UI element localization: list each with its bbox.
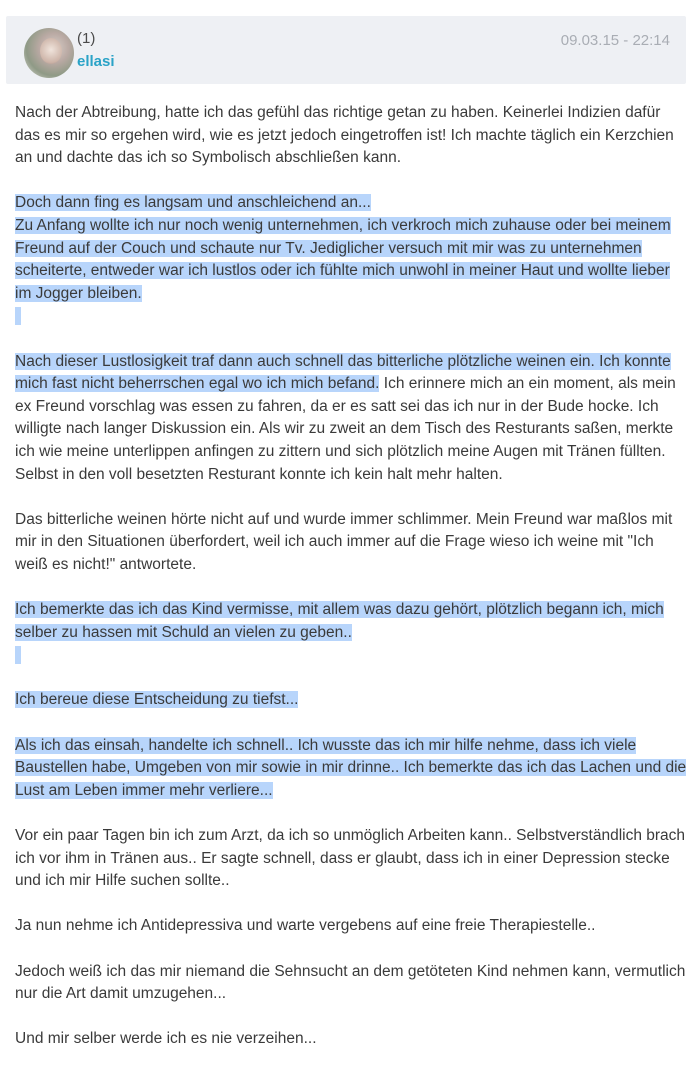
selection-gap <box>15 646 21 664</box>
paragraph: Ja nun nehme ich Antidepressiva und warte vergebens auf eine freie Therapiestelle.. <box>15 917 596 935</box>
paragraph-text: Ich erinnere mich an ein moment, als mein ex Freund vorschlag was essen zu fahren, da er es satt sei das ich nur in der Bude hocke. Ich willigte nach langer Diskussion ein. Als wir zu zweit an dem Tisch des Resturants saßen, merkte ich wie meine unterlippen anfingen zu zittern und sich plötzlich meine Augen mit Tränen füllten. Selbst in den voll besetzten Resturant konnte ich kein halt mehr halten. <box>15 375 676 483</box>
avatar-image <box>40 38 62 64</box>
post-count: (1) <box>77 30 96 47</box>
selected-text: Als ich das einsah, handelte ich schnell.. Ich wusste das ich mir hilfe nehme, dass ich viele Baustellen habe, Umgeben von mir sowie in mir drinne.. Ich bemerkte das ich das Lachen und die Lust am Leben immer mehr verliere... <box>15 736 687 799</box>
selection-gap <box>15 307 21 325</box>
author-name[interactable]: ellasi <box>77 53 115 70</box>
avatar[interactable] <box>24 28 74 78</box>
selected-text: Doch dann fing es langsam und anschleichend an... <box>15 194 371 212</box>
paragraph: Das bitterliche weinen hörte nicht auf und wurde immer schlimmer. Mein Freund war maßlos mit mir in den Situationen überfordert, weil ich auch immer auf die Frage wieso ich weine mit "Ich weiß es nicht!" antwortete. <box>15 510 673 573</box>
selected-text: Ich bemerkte das ich das Kind vermisse, mit allem was dazu gehört, plötzlich begann ich, mich selber zu hassen mit Schuld an vielen zu geben.. <box>15 601 664 641</box>
paragraph: Vor ein paar Tagen bin ich zum Arzt, da ich so unmöglich Arbeiten kann.. Selbstverständlich brach ich vor ihm in Tränen aus.. Er sagte schnell, dass er glaubt, dass ich in einer Depression stecke und ich mir Hilfe suchen sollte.. <box>15 827 686 890</box>
paragraph-selected <box>15 599 687 667</box>
selected-text: Zu Anfang wollte ich nur noch wenig unternehmen, ich verkroch mich zuhause oder bei meinem Freund auf der Couch und schaute nur Tv. Jediglicher versuch mit mir was zu unternehmen scheiterte, entweder war ich lustlos oder ich fühlte mich unwohl in meiner Haut und wollte lieber im Jogger bleiben. <box>15 216 671 302</box>
paragraph-selected <box>15 689 687 712</box>
post-timestamp: 09.03.15 - 22:14 <box>560 32 670 49</box>
selected-text: Ich bereue diese Entscheidung zu tiefst... <box>15 691 299 709</box>
paragraph: Nach der Abtreibung, hatte ich das gefühl das richtige getan zu haben. Keinerlei Indizien dafür das es mir so ergehen wird, wie es jetzt jedoch eingetroffen ist! Ich machte täglich ein Kerzchien an und dachte das ich so Symbolisch abschließen kann. <box>15 104 674 167</box>
paragraph <box>15 351 687 487</box>
paragraph-selected <box>15 735 687 803</box>
paragraph: Jedoch weiß ich das mir niemand die Sehnsucht an dem getöteten Kind nehmen kann, vermutlich nur die Art damit umzugehen... <box>15 962 686 1003</box>
selected-text: Nach dieser Lustlosigkeit traf dann auch schnell das bitterliche plötzliche weinen ein. Ich konnte mich fast nicht beherrschen egal wo ich mich befand. <box>15 352 671 393</box>
paragraph-selected <box>15 192 687 328</box>
post-body <box>15 102 687 1074</box>
post-header <box>6 16 686 84</box>
paragraph: Und mir selber werde ich es nie verzeihen... <box>15 1030 317 1048</box>
